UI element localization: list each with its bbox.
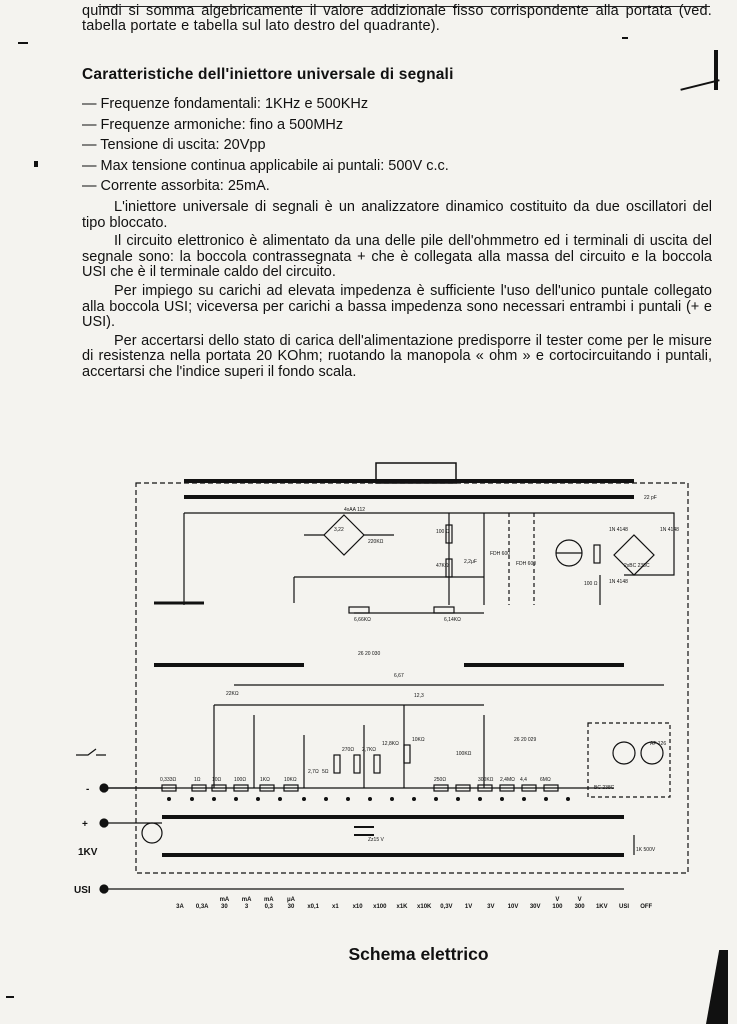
component-label: 250Ω: [434, 777, 447, 783]
range-unit-label: mA: [241, 897, 252, 903]
spec-item: — Tensione di uscita: 20Vpp: [82, 137, 266, 153]
component-label: 0,333Ω: [160, 777, 177, 783]
paragraph: Per impiego su carichi ad elevata impedenza è sufficiente l'uso dell'unico puntale collegato alla boccola USI; viceversa per carichi a bassa impedenza sono necessari entrambi i puntali (+ e USI).: [82, 282, 712, 331]
component-label: Zz15 V: [368, 837, 384, 843]
range-label: 100: [552, 904, 563, 910]
component-label: 26 20 029: [514, 737, 537, 743]
component-label: 26 20 030: [358, 651, 381, 657]
component-label: 2,2μF: [464, 559, 477, 565]
spec-list: [82, 94, 712, 197]
scan-mark: [622, 37, 628, 39]
component-label: 6MΩ: [540, 777, 551, 783]
range-unit-label: mA: [219, 897, 230, 903]
terminal-minus: -: [86, 784, 90, 795]
range-label: 30V: [529, 904, 541, 910]
component-label: 12,8KΩ: [382, 741, 399, 747]
range-label: 1KV: [595, 904, 608, 910]
range-label: x1: [332, 904, 339, 910]
component-label: 4,4: [520, 777, 527, 783]
range-label: 300: [574, 904, 585, 910]
component-label: 100 Ω: [584, 581, 598, 587]
range-label: 30: [221, 904, 228, 910]
range-label: 3V: [487, 904, 495, 910]
component-label: 3,22: [334, 527, 344, 533]
scan-mark: [714, 50, 718, 90]
component-label: 2xBC 238C: [624, 563, 650, 569]
component-label: 1Ω: [194, 777, 201, 783]
component-label: 22 pF: [644, 495, 657, 501]
component-label: 47KΩ: [436, 563, 449, 569]
range-label: x0,1: [307, 904, 320, 910]
range-label: x10K: [417, 904, 432, 910]
continued-paragraph: quindi si somma algebricamente il valore addizionale fisso corrispondente alla portata (ved. tabella portate e tabella sul lato destro del quadrante).: [82, 3, 712, 34]
range-label: 0,3: [264, 904, 273, 910]
component-label: 220KΩ: [368, 539, 384, 545]
component-label: FDH 600: [490, 551, 511, 557]
range-label: 1V: [464, 904, 473, 910]
component-label: 100Ω: [234, 777, 247, 783]
component-label: 2,7KΩ: [362, 747, 377, 753]
range-unit-label: mA: [263, 897, 274, 903]
scan-mark: [6, 996, 14, 998]
component-label: FDH 600: [516, 561, 537, 567]
range-label: x10: [352, 904, 363, 910]
scan-mark: [18, 42, 28, 44]
component-label: 270Ω: [342, 747, 355, 753]
component-label: 300KΩ: [478, 777, 494, 783]
component-label: 10KΩ: [284, 777, 297, 783]
spec-item: — Frequenze armoniche: fino a 500MHz: [82, 116, 344, 133]
section-heading: Caratteristiche dell'iniettore universale di segnali: [82, 66, 454, 83]
range-unit-label: μA: [286, 897, 296, 903]
range-label: OFF: [640, 904, 653, 910]
component-label: 100 Ω: [436, 529, 450, 535]
component-label: 1N 4148: [660, 527, 679, 533]
paragraph: Il circuito elettronico è alimentato da una delle pile dell'ohmmetro ed i terminali di uscita del segnale sono: la boccola contrassegnata + che è collegata alla massa del circuito e la boccola USI che è il terminale caldo del circuito.: [82, 233, 712, 281]
component-label: 6,14KΩ: [444, 617, 461, 623]
range-label: 10V: [507, 904, 519, 910]
range-label: 3: [244, 904, 249, 910]
component-label: 5Ω: [322, 769, 329, 775]
component-label: 2,7Ω: [308, 769, 319, 775]
component-label: 100KΩ: [456, 751, 472, 757]
spec-item: — Frequenze fondamentali: 1KHz e 500KHz: [82, 96, 369, 112]
component-label: AF 126: [650, 741, 667, 747]
component-label: 10KΩ: [412, 737, 425, 743]
range-labels: [176, 897, 652, 910]
component-label: 4xAA 112: [344, 507, 366, 513]
spec-item: — Corrente assorbita: 25mA.: [82, 178, 270, 194]
body-text: [82, 200, 712, 384]
spec-item: — Max tensione continua applicabile ai puntali: 500V c.c.: [82, 157, 449, 174]
paragraph: L'iniettore universale di segnali è un analizzatore dinamico costituito da due oscillatori del tipo bloccato.: [82, 199, 712, 231]
component-label: 1N 4148: [609, 579, 628, 585]
range-unit-label: V: [577, 897, 582, 903]
figure-caption: Schema elettrico: [348, 944, 489, 964]
range-unit-label: V: [555, 897, 560, 903]
component-label: 22KΩ: [226, 691, 239, 697]
terminal-usi: USI: [74, 885, 91, 896]
scan-mark: [34, 161, 38, 167]
component-label: 12,3: [414, 693, 424, 699]
range-label: 0,3A: [195, 904, 209, 910]
component-label: 1KΩ: [260, 777, 270, 783]
component-label: 1N 4148: [609, 527, 628, 533]
component-label: 1K 500V: [636, 847, 656, 853]
component-label: 2,4MΩ: [500, 777, 515, 783]
paragraph: Per accertarsi dello stato di carica dell'alimentazione predisporre il tester come per le misure di resistenza nella portata 20 KOhm; ruotando la manopola « ohm » e cortocircuitando i puntali, accertarsi che l'indice superi il fondo scala.: [82, 332, 712, 380]
component-label: 6,66KΩ: [354, 617, 371, 623]
component-label: 6,67: [394, 673, 404, 679]
range-label: x1K: [396, 904, 408, 910]
circuit-schematic: [64, 455, 724, 915]
range-label: USI: [618, 904, 630, 910]
component-label: BC 238C: [594, 785, 615, 791]
range-label: x100: [373, 904, 387, 910]
component-label: 10Ω: [212, 777, 222, 783]
terminal-plus: +: [82, 819, 88, 830]
range-label: 0,3V: [440, 904, 453, 910]
terminal-1kv: 1KV: [78, 847, 98, 858]
range-label: 30: [287, 904, 295, 910]
range-label: 3A: [176, 904, 184, 910]
